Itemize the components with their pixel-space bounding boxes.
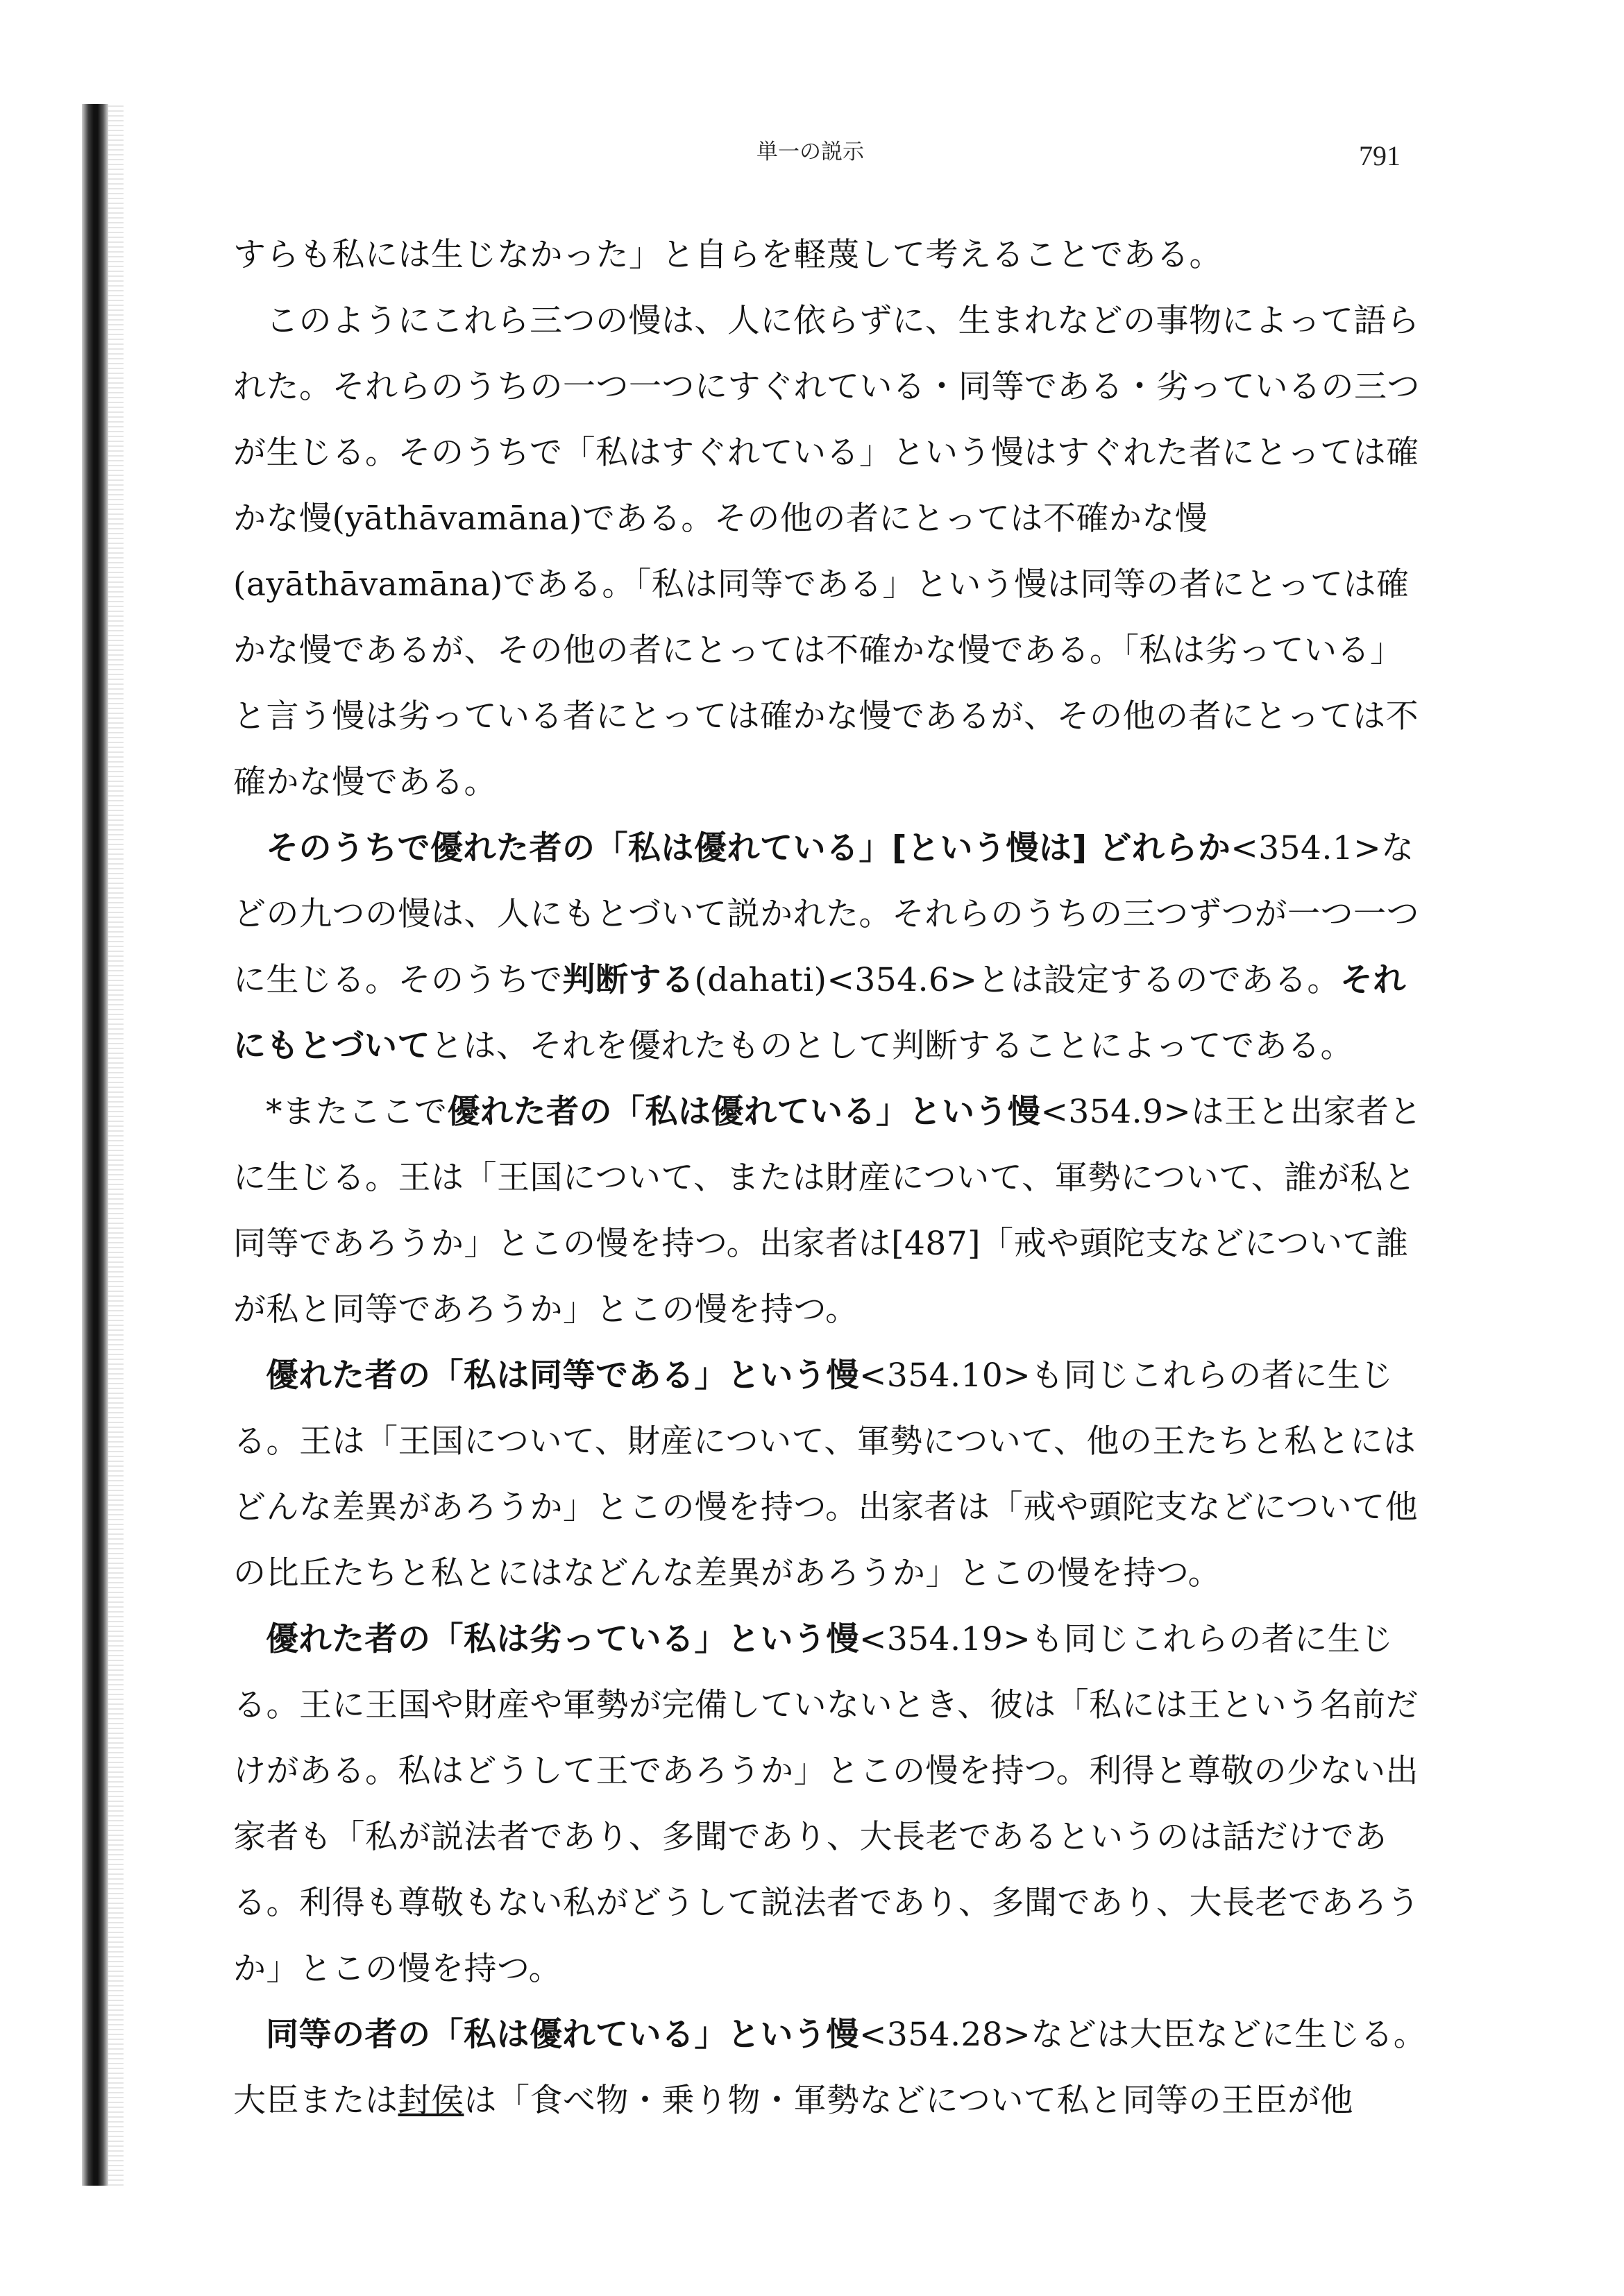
text-segment: <354.10>も同じこれらの者に生じる。王は「王国について、財産について、軍勢について、他の王たちと私とにはどんな差異があろうか」とこの慢を持つ。出家者は「戒や頭陀支などについて他の比丘たちと私とにはなどんな差異があろうか」とこの慢を持つ。 [233,1357,1419,1592]
text-segment: <354.19>も同じこれらの者に生じる。王に王国や財産や軍勢が完備していないとき、彼は「私には王という名前だけがある。私はどうして王であろうか」とこの慢を持つ。利得と尊敬の少ない出家者も「私が説法者であり、多聞であり、大長老であるというのは話だけである。利得も尊敬もない私がどうして説法者であり、多聞であり、大長老であろうか」とこの慢を持つ。 [233,1620,1420,1988]
paragraph [233,1606,1427,2002]
running-head [0,134,1624,176]
bold-term: 優れた者の「私は劣っている」という慢 [266,1620,859,1658]
binding-shadow [82,104,108,2186]
paragraph [233,2002,1427,2134]
bold-term: 優れた者の「私は同等である」という慢 [266,1357,859,1395]
underlined-term: 封侯 [398,2082,464,2120]
text-segment: すらも私には生じなかった」と自らを軽蔑して考えることである。 [233,236,1222,274]
bold-term: そのうちで優れた者の「私は優れている」[という慢は] どれらか [266,829,1231,867]
text-segment: <354.9>は王と出家者とに生じる。王は「王国について、または財産について、軍勢について、誰が私と同等であろうか」とこの慢を持つ。出家者は[487]「戒や頭陀支などについて誰が私と同等であろうか」とこの慢を持つ。 [233,1093,1422,1329]
body-text [233,222,1427,2134]
bold-term: 優れた者の「私は優れている」という慢 [447,1093,1041,1131]
bold-term: 同等の者の「私は優れている」という慢 [266,2016,859,2054]
text-segment: このようにこれら三つの慢は、人に依らずに、生まれなどの事物によって語られた。それらのうちの一つ一つにすぐれている・同等である・劣っているの三つが生じる。そのうちで「私はすぐれている」という慢はすぐれた者にとっては確かな慢(yāthāvamāna)である。その他の者にとっては不確かな慢(ayāthāvamāna)である。「私は同等である」という慢は同等の者にとっては確かな慢であるが、その他の者にとっては不確かな慢である。「私は劣っている」と言う慢は劣っている者にとっては確かな慢であるが、その他の者にとっては不確かな慢である。 [233,302,1420,801]
paragraph [233,1343,1427,1606]
text-segment: (dahati)<354.6>とは設定するのである。 [694,961,1340,999]
text-segment: <354.28>などは大臣などに生じる。大臣または [233,2016,1427,2120]
binding-speckle [108,104,124,2186]
paragraph [233,1079,1427,1343]
text-segment: <354.1>などの九つの慢は、人にもとづいて説かれた。それらのうちの三つずつが一つ一つに生じる。そのうちで [233,829,1420,999]
paragraph [233,288,1427,815]
page-number: 791 [1359,140,1401,171]
paragraph [233,222,1427,288]
text-segment: とは、それを優れたものとして判断することによってである。 [430,1027,1354,1065]
text-segment: *またここで [266,1093,448,1131]
text-segment: は「食べ物・乗り物・軍勢などについて私と同等の王臣が他 [464,2082,1354,2120]
bold-term: それにもとづいて [233,961,1406,1065]
paragraph [233,815,1427,1079]
section-title: 単一の説示 [756,139,864,164]
bold-term: 判断する [562,961,695,999]
